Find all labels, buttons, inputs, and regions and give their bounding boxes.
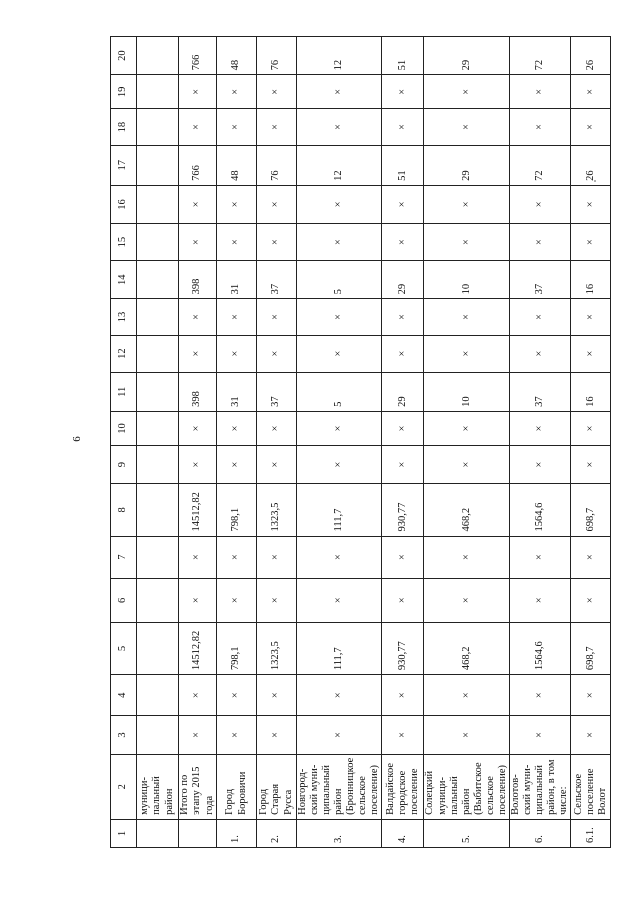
- value-cell: 51: [382, 145, 424, 185]
- not-applicable-cell: ×: [571, 578, 611, 622]
- not-applicable-cell: ×: [297, 411, 382, 445]
- table-row: [297, 37, 382, 848]
- row-number-cell: 2.: [257, 819, 297, 847]
- value-cell: [137, 578, 179, 622]
- value-cell: 29: [382, 372, 424, 411]
- not-applicable-cell: ×: [509, 446, 570, 484]
- not-applicable-cell: ×: [257, 578, 297, 622]
- header-cell: 11: [111, 372, 137, 411]
- not-applicable-cell: ×: [424, 675, 509, 716]
- not-applicable-cell: ×: [179, 224, 217, 261]
- table-row: [179, 37, 217, 848]
- not-applicable-cell: ×: [424, 536, 509, 578]
- header-cell: 8: [111, 484, 137, 536]
- value-cell: 72: [509, 145, 570, 185]
- value-cell: 31: [217, 261, 257, 299]
- value-cell: 1323,5: [257, 622, 297, 674]
- header-cell: 2: [111, 754, 137, 819]
- not-applicable-cell: ×: [297, 716, 382, 754]
- value-cell: 29: [424, 145, 509, 185]
- header-cell: 3: [111, 716, 137, 754]
- not-applicable-cell: ×: [217, 536, 257, 578]
- value-cell: [137, 446, 179, 484]
- not-applicable-cell: ×: [509, 185, 570, 223]
- header-cell: 17: [111, 145, 137, 185]
- rotated-table-wrapper: [110, 36, 608, 848]
- municipality-name-cell: Итого по этапу 2015 года: [179, 754, 217, 819]
- table-row: [382, 37, 424, 848]
- not-applicable-cell: ×: [382, 411, 424, 445]
- not-applicable-cell: ×: [217, 411, 257, 445]
- value-cell: [137, 75, 179, 109]
- not-applicable-cell: ×: [382, 299, 424, 335]
- table-row: [509, 37, 570, 848]
- header-cell: 20: [111, 37, 137, 75]
- table-row: [137, 37, 179, 848]
- value-cell: 930,77: [382, 622, 424, 674]
- not-applicable-cell: ×: [509, 299, 570, 335]
- value-cell: 1323,5: [257, 484, 297, 536]
- value-cell: 468,2: [424, 484, 509, 536]
- not-applicable-cell: ×: [509, 75, 570, 109]
- not-applicable-cell: ×: [509, 335, 570, 372]
- not-applicable-cell: ×: [297, 446, 382, 484]
- value-cell: 698,7: [571, 622, 611, 674]
- not-applicable-cell: ×: [509, 536, 570, 578]
- not-applicable-cell: ×: [257, 185, 297, 223]
- header-cell: 19: [111, 75, 137, 109]
- not-applicable-cell: ×: [257, 716, 297, 754]
- header-cell: 13: [111, 299, 137, 335]
- value-cell: 76: [257, 145, 297, 185]
- header-cell: 1: [111, 819, 137, 847]
- not-applicable-cell: ×: [509, 224, 570, 261]
- municipality-name-cell: Город Старая Русса: [257, 754, 297, 819]
- row-number-cell: [137, 819, 179, 847]
- not-applicable-cell: ×: [571, 716, 611, 754]
- row-number-cell: 6.1.: [571, 819, 611, 847]
- not-applicable-cell: ×: [571, 75, 611, 109]
- row-number-cell: 4.: [382, 819, 424, 847]
- header-cell: 12: [111, 335, 137, 372]
- value-cell: [137, 261, 179, 299]
- value-cell: [137, 372, 179, 411]
- not-applicable-cell: ×: [509, 109, 570, 145]
- not-applicable-cell: ×: [179, 675, 217, 716]
- not-applicable-cell: ×: [217, 578, 257, 622]
- value-cell: 12: [297, 37, 382, 75]
- value-cell: 766: [179, 37, 217, 75]
- not-applicable-cell: ×: [179, 578, 217, 622]
- value-cell: [137, 37, 179, 75]
- value-cell: 72: [509, 37, 570, 75]
- not-applicable-cell: ×: [257, 411, 297, 445]
- value-cell: 930,77: [382, 484, 424, 536]
- value-cell: 10: [424, 261, 509, 299]
- header-cell: 4: [111, 675, 137, 716]
- not-applicable-cell: ×: [424, 578, 509, 622]
- municipality-name-cell: Город Боровичи: [217, 754, 257, 819]
- value-cell: 48: [217, 145, 257, 185]
- not-applicable-cell: ×: [571, 536, 611, 578]
- value-cell: 48: [217, 37, 257, 75]
- row-number-cell: 6.: [509, 819, 570, 847]
- not-applicable-cell: ×: [297, 299, 382, 335]
- value-cell: 26: [571, 37, 611, 75]
- not-applicable-cell: ×: [571, 335, 611, 372]
- not-applicable-cell: ×: [571, 446, 611, 484]
- value-cell: 37: [257, 261, 297, 299]
- value-cell: [137, 675, 179, 716]
- not-applicable-cell: ×: [297, 335, 382, 372]
- row-number-cell: 5.: [424, 819, 509, 847]
- value-cell: 468,2: [424, 622, 509, 674]
- not-applicable-cell: ×: [424, 75, 509, 109]
- value-cell: 1564,6: [509, 622, 570, 674]
- not-applicable-cell: ×: [297, 109, 382, 145]
- not-applicable-cell: ×: [424, 109, 509, 145]
- value-cell: 398: [179, 261, 217, 299]
- not-applicable-cell: ×: [297, 536, 382, 578]
- not-applicable-cell: ×: [179, 185, 217, 223]
- not-applicable-cell: ×: [571, 299, 611, 335]
- header-cell: 6: [111, 578, 137, 622]
- value-cell: 12: [297, 145, 382, 185]
- header-cell: 15: [111, 224, 137, 261]
- table-body: [111, 37, 611, 848]
- value-cell: 29: [424, 37, 509, 75]
- not-applicable-cell: ×: [217, 675, 257, 716]
- value-cell: 29: [382, 261, 424, 299]
- not-applicable-cell: ×: [382, 75, 424, 109]
- value-cell: 398: [179, 372, 217, 411]
- not-applicable-cell: ×: [382, 185, 424, 223]
- not-applicable-cell: ×: [257, 75, 297, 109]
- not-applicable-cell: ×: [509, 411, 570, 445]
- header-cell: 7: [111, 536, 137, 578]
- municipality-name-cell: Новгород-ский муни-ципальный район (Бронницкое сельское поселение): [297, 754, 382, 819]
- not-applicable-cell: ×: [257, 109, 297, 145]
- not-applicable-cell: ×: [424, 185, 509, 223]
- municipality-name-cell: муници-пальный район: [137, 754, 179, 819]
- header-cell: 16: [111, 185, 137, 223]
- value-cell: [137, 145, 179, 185]
- not-applicable-cell: ×: [179, 299, 217, 335]
- value-cell: 14512,82: [179, 484, 217, 536]
- not-applicable-cell: ×: [257, 335, 297, 372]
- not-applicable-cell: ×: [217, 716, 257, 754]
- header-cell: 14: [111, 261, 137, 299]
- header-row: [111, 37, 137, 848]
- value-cell: 5: [297, 372, 382, 411]
- value-cell: 51: [382, 37, 424, 75]
- value-cell: 798,1: [217, 622, 257, 674]
- municipality-name-cell: Волотов-ский муни-ципальный район, в том числе:: [509, 754, 570, 819]
- not-applicable-cell: ×: [571, 185, 611, 223]
- municipality-name-cell: Сельское поселение Волот: [571, 754, 611, 819]
- not-applicable-cell: ×: [257, 675, 297, 716]
- not-applicable-cell: ×: [424, 446, 509, 484]
- not-applicable-cell: ×: [382, 675, 424, 716]
- table-row: [571, 37, 611, 848]
- data-table: [110, 36, 611, 848]
- not-applicable-cell: ×: [217, 75, 257, 109]
- not-applicable-cell: ×: [297, 75, 382, 109]
- value-cell: 37: [509, 261, 570, 299]
- value-cell: [137, 185, 179, 223]
- value-cell: 111,7: [297, 622, 382, 674]
- not-applicable-cell: ×: [217, 446, 257, 484]
- value-cell: [137, 536, 179, 578]
- not-applicable-cell: ×: [257, 536, 297, 578]
- not-applicable-cell: ×: [257, 224, 297, 261]
- header-cell: 10: [111, 411, 137, 445]
- value-cell: [137, 299, 179, 335]
- table-row: [257, 37, 297, 848]
- not-applicable-cell: ×: [571, 109, 611, 145]
- not-applicable-cell: ×: [179, 335, 217, 372]
- not-applicable-cell: ×: [179, 446, 217, 484]
- header-cell: 9: [111, 446, 137, 484]
- value-cell: 1564,6: [509, 484, 570, 536]
- header-cell: 18: [111, 109, 137, 145]
- value-cell: 10: [424, 372, 509, 411]
- not-applicable-cell: ×: [217, 224, 257, 261]
- not-applicable-cell: ×: [382, 224, 424, 261]
- not-applicable-cell: ×: [257, 446, 297, 484]
- not-applicable-cell: ×: [179, 109, 217, 145]
- not-applicable-cell: ×: [179, 75, 217, 109]
- value-cell: [137, 109, 179, 145]
- value-cell: 111,7: [297, 484, 382, 536]
- not-applicable-cell: ×: [571, 224, 611, 261]
- value-cell: [137, 622, 179, 674]
- not-applicable-cell: ×: [424, 411, 509, 445]
- not-applicable-cell: ×: [382, 335, 424, 372]
- row-number-cell: [179, 819, 217, 847]
- value-cell: 14512,82: [179, 622, 217, 674]
- not-applicable-cell: ×: [217, 335, 257, 372]
- value-cell: 37: [257, 372, 297, 411]
- not-applicable-cell: ×: [179, 411, 217, 445]
- not-applicable-cell: ×: [217, 185, 257, 223]
- not-applicable-cell: ×: [179, 536, 217, 578]
- not-applicable-cell: ×: [217, 299, 257, 335]
- not-applicable-cell: ×: [382, 716, 424, 754]
- value-cell: 16: [571, 372, 611, 411]
- not-applicable-cell: ×: [297, 185, 382, 223]
- not-applicable-cell: ×: [509, 716, 570, 754]
- value-cell: 798,1: [217, 484, 257, 536]
- not-applicable-cell: ×: [424, 716, 509, 754]
- not-applicable-cell: ×: [382, 536, 424, 578]
- not-applicable-cell: ×: [382, 109, 424, 145]
- row-number-cell: 1.: [217, 819, 257, 847]
- municipality-name-cell: Солецкий муници-пальный район (Выбитское сельское поселение): [424, 754, 509, 819]
- not-applicable-cell: ×: [424, 299, 509, 335]
- municipality-name-cell: Валдайское городское поселение: [382, 754, 424, 819]
- value-cell: 16: [571, 261, 611, 299]
- not-applicable-cell: ×: [509, 675, 570, 716]
- not-applicable-cell: ×: [424, 224, 509, 261]
- not-applicable-cell: ×: [297, 675, 382, 716]
- value-cell: 698,7: [571, 484, 611, 536]
- value-cell: [137, 411, 179, 445]
- value-cell: [137, 335, 179, 372]
- value-cell: 766: [179, 145, 217, 185]
- not-applicable-cell: ×: [571, 411, 611, 445]
- row-number-cell: 3.: [297, 819, 382, 847]
- table-row: [217, 37, 257, 848]
- value-cell: 26: [571, 145, 611, 185]
- not-applicable-cell: ×: [424, 335, 509, 372]
- value-cell: 5: [297, 261, 382, 299]
- value-cell: 31: [217, 372, 257, 411]
- value-cell: [137, 224, 179, 261]
- not-applicable-cell: ×: [382, 578, 424, 622]
- not-applicable-cell: ×: [571, 675, 611, 716]
- not-applicable-cell: ×: [257, 299, 297, 335]
- table-row: [424, 37, 509, 848]
- value-cell: [137, 484, 179, 536]
- value-cell: 76: [257, 37, 297, 75]
- value-cell: 37: [509, 372, 570, 411]
- not-applicable-cell: ×: [217, 109, 257, 145]
- page-number: 6: [71, 436, 83, 442]
- header-cell: 5: [111, 622, 137, 674]
- not-applicable-cell: ×: [297, 224, 382, 261]
- not-applicable-cell: ×: [297, 578, 382, 622]
- not-applicable-cell: ×: [179, 716, 217, 754]
- not-applicable-cell: ×: [509, 578, 570, 622]
- not-applicable-cell: ×: [382, 446, 424, 484]
- value-cell: [137, 716, 179, 754]
